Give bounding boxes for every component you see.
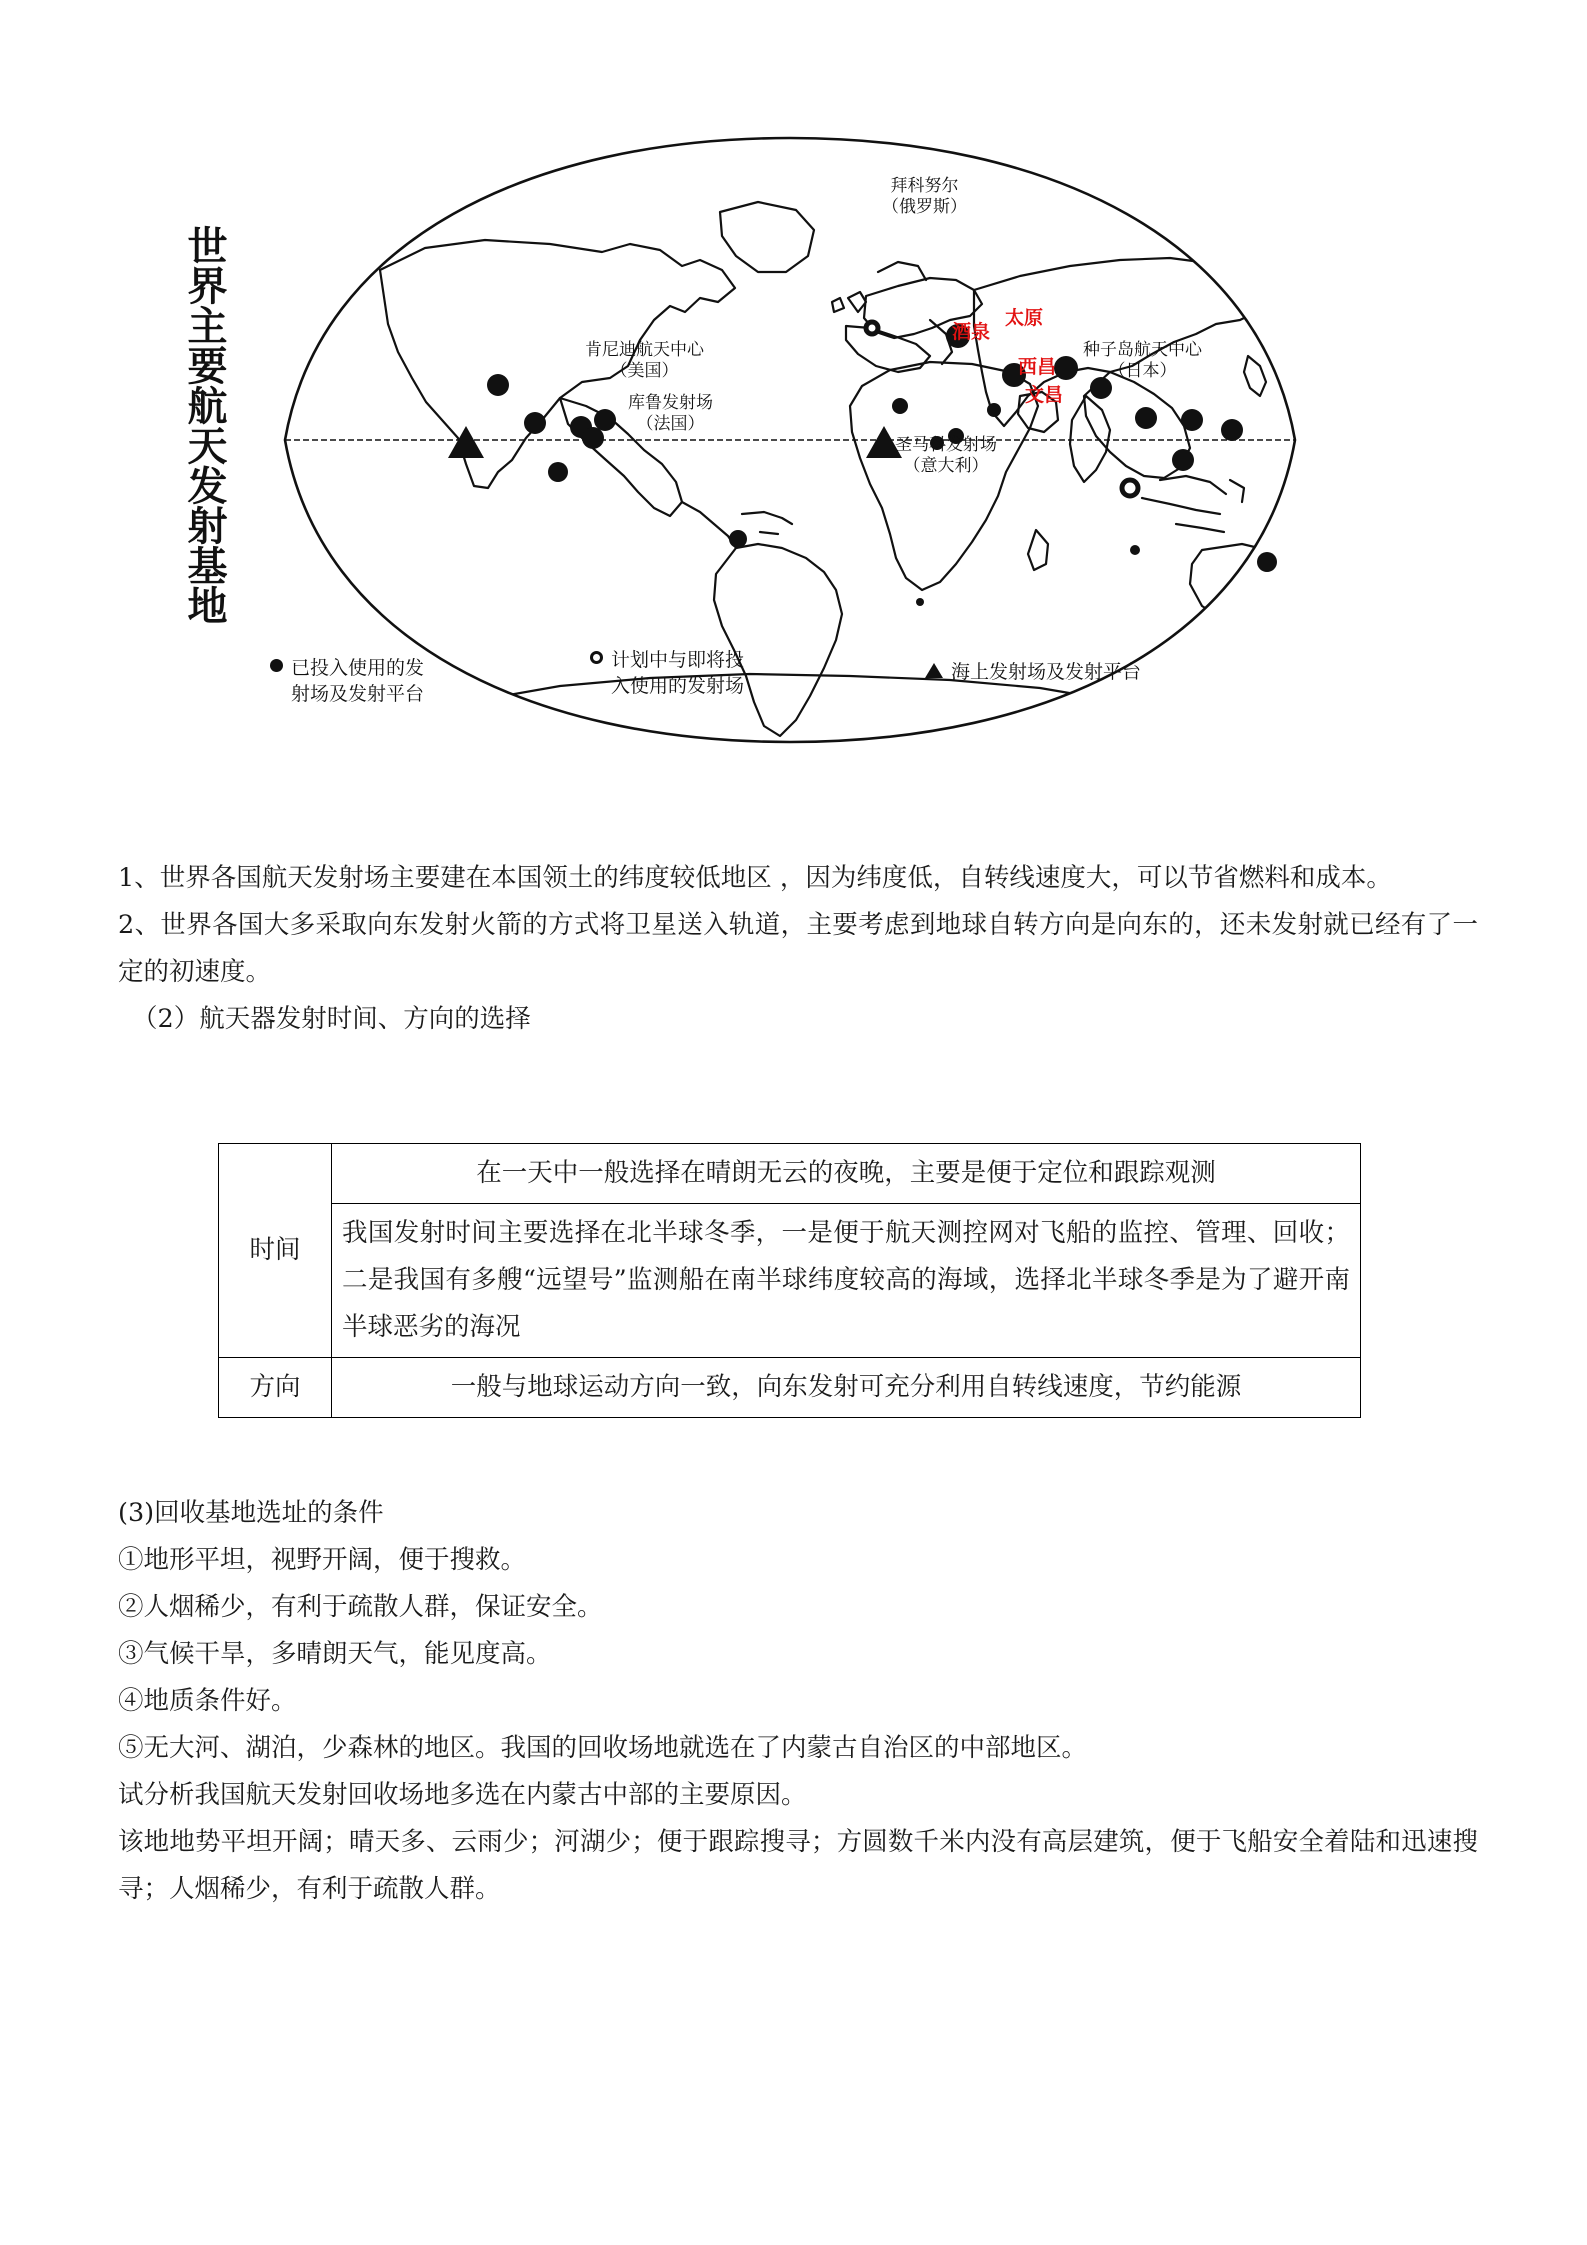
map-legend (270, 649, 1370, 735)
map-label-line: （意大利） (903, 456, 989, 476)
legend-item-in-use (270, 655, 540, 707)
map-label-line: （美国） (610, 361, 679, 381)
legend-item-text: 计划中与即将投 入使用的发射场 (611, 649, 745, 697)
table-row (219, 1358, 1361, 1418)
table-cell-direction-label: 方向 (219, 1358, 332, 1418)
condition-item-5: ⑤无大河、湖泊，少森林的地区。我国的回收场地就选在了内蒙古自治区的中部地区。 (118, 1733, 1088, 1763)
map-label-line: 肯尼迪航天中心 (585, 340, 704, 360)
figure-vertical-title: 世界主要航天发射基地 (181, 225, 227, 625)
table-cell-time-label: 时间 (219, 1144, 332, 1358)
map-label-jiuquan: 酒泉 (952, 321, 991, 343)
map-label-kennedy-space-center (585, 340, 704, 382)
section-heading-3: (3)回收基地选址的条件 (118, 1498, 384, 1528)
condition-item-4: ④地质条件好。 (118, 1686, 297, 1716)
hollow-circle-icon (590, 651, 603, 664)
map-label-line: 圣马科发射场 (895, 435, 997, 455)
analysis-question: 试分析我国航天发射回收场地多选在内蒙古中部的主要原因。 (118, 1780, 807, 1810)
table-cell-time-1: 在一天中一般选择在晴朗无云的夜晚，主要是便于定位和跟踪观测 (332, 1144, 1361, 1204)
map-label-san-marco-launch-site (895, 435, 997, 477)
condition-item-2: ②人烟稀少，有利于疏散人群，保证安全。 (118, 1592, 603, 1622)
map-label-kourou-launch-site (628, 393, 713, 435)
filled-circle-icon (270, 659, 283, 672)
condition-item-3: ③气候干旱，多晴朗天气，能见度高。 (118, 1639, 552, 1669)
condition-item-1: ①地形平坦，视野开阔，便于搜救。 (118, 1545, 527, 1575)
paragraph-2: 2、世界各国大多采取向东发射火箭的方式将卫星送入轨道，主要考虑到地球自转方向是向东的，还未发射就已经有了一定的初速度。 (118, 910, 1478, 987)
map-label-line: 拜科努尔 (890, 176, 959, 196)
map-label-xichang: 西昌 (1018, 356, 1057, 378)
map-label-line: （日本） (1108, 361, 1177, 381)
map-label-wenchang: 文昌 (1025, 384, 1064, 406)
legend-item-text: 海上发射场及发射平台 (951, 661, 1142, 683)
map-label-tanegashima-space-center (1083, 340, 1202, 382)
table-cell-direction-value: 一般与地球运动方向一致，向东发射可充分利用自转线速度，节约能源 (332, 1358, 1361, 1418)
launch-time-direction-table (218, 1143, 1361, 1418)
table-cell-time-2: 我国发射时间主要选择在北半球冬季，一是便于航天测控网对飞船的监控、管理、回收；二是我国有多艘“远望号”监测船在南半球纬度较高的海域，选择北半球冬季是为了避开南半球恶劣的海况 (332, 1204, 1361, 1358)
legend-item-sea-platform (925, 659, 1345, 685)
world-launch-sites-figure (120, 110, 1480, 830)
paragraph-3-heading: （2）航天器发射时间、方向的选择 (132, 1004, 531, 1034)
analysis-answer: 该地地势平坦开阔；晴天多、云雨少；河湖少；便于跟踪搜寻；方圆数千米内没有高层建筑，便于飞船安全着陆和迅速搜寻；人烟稀少，有利于疏散人群。 (118, 1827, 1478, 1904)
legend-item-text: 已投入使用的发 射场及发射平台 (291, 657, 425, 705)
triangle-icon (925, 663, 943, 678)
paragraph-1: 1、世界各国航天发射场主要建在本国领土的纬度较低地区 ，因为纬度低，自转线速度大，可以节省燃料和成本。 (118, 863, 1392, 893)
body-text-top (118, 855, 1478, 1043)
map-label-taiyuan: 太原 (1005, 307, 1044, 329)
map-label-line: 库鲁发射场 (628, 393, 713, 413)
map-label-line: （俄罗斯） (882, 197, 967, 217)
table-row (219, 1144, 1361, 1204)
body-text-bottom (118, 1490, 1478, 1913)
table-row (219, 1204, 1361, 1358)
map-label-line: （法国） (636, 414, 705, 434)
legend-item-planned (590, 647, 860, 699)
map-label-baikonur (882, 176, 967, 218)
map-label-line: 种子岛航天中心 (1083, 340, 1202, 360)
